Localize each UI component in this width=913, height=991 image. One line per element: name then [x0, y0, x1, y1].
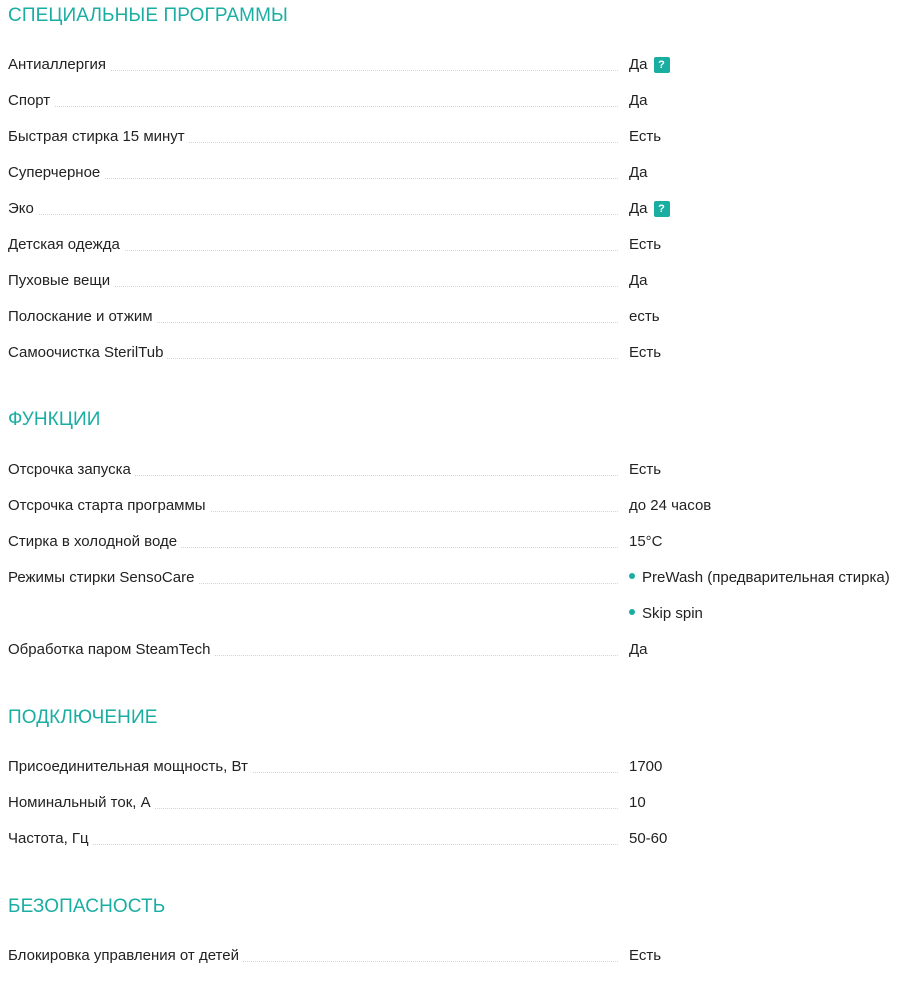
section-title: СПЕЦИАЛЬНЫЕ ПРОГРАММЫ: [8, 5, 288, 26]
spec-label: Присоединительная мощность, Вт: [8, 757, 252, 777]
spec-row: [8, 55, 908, 75]
spec-label: Обработка паром SteamTech: [8, 640, 215, 660]
spec-row: [8, 163, 908, 183]
spec-label: Эко: [8, 199, 38, 219]
spec-value: Да: [629, 272, 648, 289]
spec-label: Спорт: [8, 91, 54, 111]
spec-label: Номинальный ток, А: [8, 793, 155, 813]
spec-value: Есть: [629, 128, 662, 145]
spec-value: Да: [629, 92, 648, 109]
spec-label: Отсрочка старта программы: [8, 496, 210, 516]
spec-row: [8, 532, 908, 552]
spec-value: Есть: [629, 344, 662, 361]
spec-row: [8, 127, 908, 147]
dotted-leader: [8, 214, 618, 215]
spec-row: [8, 496, 908, 516]
spec-value: Есть: [629, 947, 662, 964]
spec-value-text: Skip spin: [642, 605, 703, 622]
spec-row: [8, 460, 908, 480]
spec-value: 50-60: [629, 830, 668, 847]
spec-row: [8, 91, 908, 111]
spec-row: [8, 235, 908, 255]
section-title: ФУНКЦИИ: [8, 409, 101, 430]
spec-value: 15°C: [629, 533, 663, 550]
dotted-leader: [8, 106, 618, 107]
spec-label: Режимы стирки SensoCare: [8, 568, 198, 588]
spec-value: 10: [629, 794, 646, 811]
spec-row-continuation: [8, 604, 908, 624]
spec-value-text: Да: [629, 200, 648, 217]
spec-label: Самоочистка SterilTub: [8, 343, 167, 363]
spec-row: [8, 568, 908, 588]
spec-label: Детская одежда: [8, 235, 124, 255]
spec-value: Да: [629, 164, 648, 181]
section-title: ПОДКЛЮЧЕНИЕ: [8, 707, 158, 728]
spec-row: [8, 946, 908, 966]
dotted-leader: [8, 844, 618, 845]
spec-label: Пуховые вещи: [8, 271, 114, 291]
spec-value: есть: [629, 308, 660, 325]
help-icon[interactable]: ?: [654, 57, 670, 73]
bullet-icon: [629, 609, 635, 615]
spec-value-list-item: [629, 604, 703, 624]
spec-value-text: PreWash (предварительная стирка): [642, 569, 890, 586]
bullet-icon: [629, 573, 635, 579]
spec-label: Суперчерное: [8, 163, 104, 183]
section-title: БЕЗОПАСНОСТЬ: [8, 896, 166, 917]
spec-label: Стирка в холодной воде: [8, 532, 181, 552]
help-icon[interactable]: ?: [654, 201, 670, 217]
spec-label: Полоскание и отжим: [8, 307, 157, 327]
spec-label: Отсрочка запуска: [8, 460, 135, 480]
spec-value: [629, 55, 670, 75]
spec-label: Антиаллергия: [8, 55, 110, 75]
spec-value: [629, 199, 670, 219]
spec-value: Да: [629, 641, 648, 658]
spec-value-text: Да: [629, 56, 648, 73]
spec-row: [8, 757, 908, 777]
spec-row: [8, 271, 908, 291]
spec-row: [8, 343, 908, 363]
spec-row: [8, 640, 908, 660]
spec-value: 1700: [629, 758, 663, 775]
spec-value: Есть: [629, 236, 662, 253]
spec-value-list-item: [629, 568, 890, 588]
spec-row: [8, 829, 908, 849]
spec-label: Частота, Гц: [8, 829, 93, 849]
spec-value: до 24 часов: [629, 497, 712, 514]
spec-value: Есть: [629, 461, 662, 478]
spec-label: Быстрая стирка 15 минут: [8, 127, 189, 147]
spec-label: Блокировка управления от детей: [8, 946, 243, 966]
spec-row: [8, 199, 908, 219]
spec-row: [8, 793, 908, 813]
spec-row: [8, 307, 908, 327]
